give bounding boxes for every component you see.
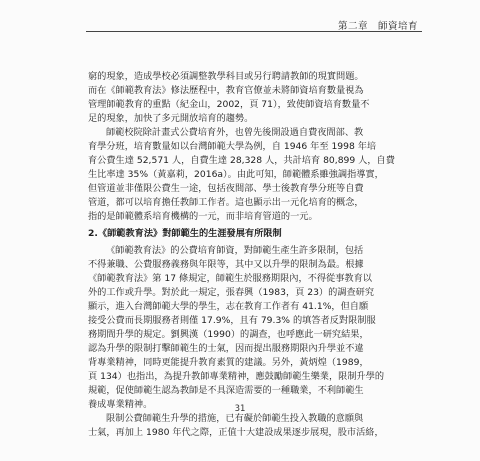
paragraph-1	[88, 70, 418, 126]
text-line: 窮的現象，造成學校必須調整教學科目或另行聘請教師的現實問題。	[88, 71, 364, 82]
text-line: 足的現象，加快了多元開放培育的趨勢。	[88, 113, 254, 124]
paragraph-3	[88, 244, 418, 412]
running-header: 第二章 師資培育	[337, 21, 418, 32]
header-rule	[86, 31, 422, 32]
page-number: 31	[234, 404, 246, 414]
text-line: 務期間升學的規定。劉興漢（1990）的調查，也呼應此一研究結果，	[88, 329, 369, 340]
text-line: 《師範教育法》第 17 條規定，師範生於服務期限內，不得從事教育以	[88, 273, 372, 284]
text-line: 顯示，進入台灣師範大學的學生，志在教育工作者有 41.1%，但自願	[88, 301, 369, 312]
text-line: 管道，都可以培育擔任教師工作者。這也顯示出一元化培育的概念，	[88, 197, 364, 208]
text-line: 《師範教育法》的公費培育師資，對師範生產生許多限制，包括	[106, 245, 364, 256]
text-line: 不得兼職、公費服務義務與年限等，其中又以升學的限制為最。根據	[88, 259, 364, 270]
text-line: 育學分班，培育數量如以台灣師範大學為例，自 1946 年至 1998 年培	[88, 141, 377, 152]
section-heading: 2.《師範教育法》對師範生的生涯發展有所限制	[88, 228, 282, 239]
text-line: 指的是師範體系培育機構的一元，而非培育管道的一元。	[88, 211, 318, 222]
text-line: 外的工作或升學。對於此一規定，張春興（1983，頁 23）的調查研究	[88, 287, 375, 298]
text-line: 育公費生達 52,571 人，自費生達 28,328 人，共計培育 80,899 人，自費	[88, 155, 395, 166]
text-line: 背專業精神，同時更能提升教育素質的建議。另外，黃炳煌（1989，	[88, 357, 369, 368]
paragraph-2	[88, 126, 418, 224]
text-line: 養成專業精神。	[88, 399, 153, 410]
text-line: 師範校院除計畫式公費培育外，也曾先後開設過自費夜間部、教	[106, 127, 364, 138]
text-line: 認為升學的限制打擊師範生的士氣，因而提出服務期限內升學並不違	[88, 343, 364, 354]
paragraph-4	[88, 412, 418, 440]
text-line: 生比率達 35%（黃嘉莉，2016a）。由此可知，師範體系雖強調指導實，	[88, 169, 384, 180]
body-text	[88, 70, 418, 440]
text-line: 頁 134）也指出，為提升教師專業精神，應鼓勵師範生樂業，限制升學的	[88, 371, 385, 382]
text-line: 管理師範教育的重點（紀金山，2002，頁 71），致使師資培育數量不	[88, 99, 370, 110]
text-line: 士氣，再加上 1980 年代之際，正值十大建設成果逐步展現，股市活絡，	[88, 427, 384, 438]
text-line: 限制公費師範生升學的措施，已有礙於師範生投入教職的意願與	[106, 413, 364, 424]
text-line: 接受公費而長期服務者則僅 17.9%，且有 79.3% 的填答者反對限制服	[88, 315, 376, 326]
text-line: 但管道並非僅限公費生一途，包括夜間部、學士後教育學分班等自費	[88, 183, 364, 194]
text-line: 而在《師範教育法》修法歷程中，教育官僚並未將師資培育數量視為	[88, 85, 364, 96]
text-line: 規範，促使師範生認為教師是不具深造需要的一種職業，不利師範生	[88, 385, 364, 396]
